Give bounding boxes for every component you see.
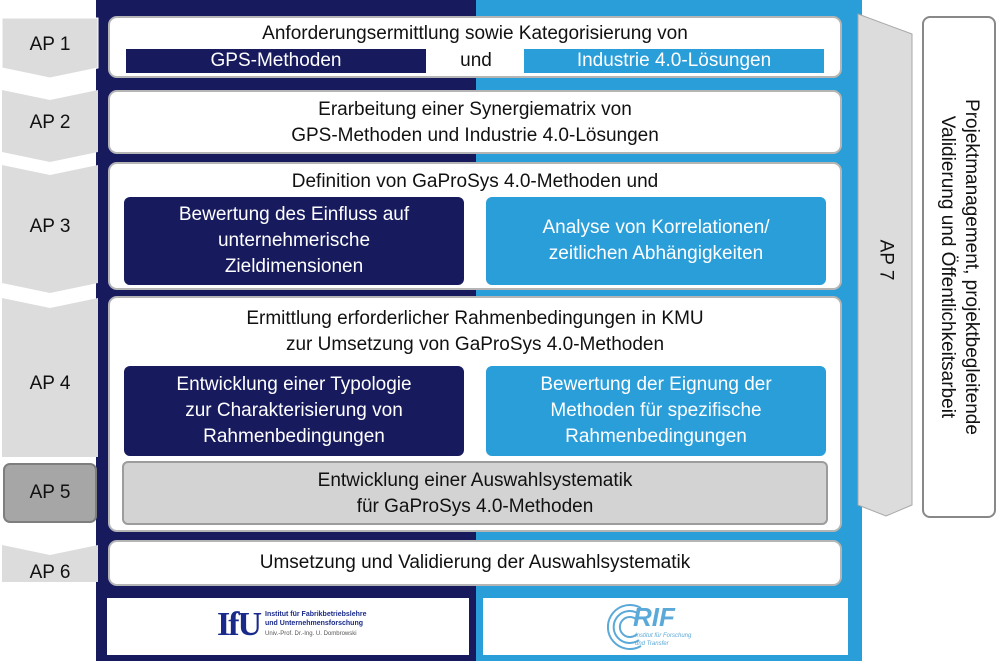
ap3-box-dark-line2: unternehmerische bbox=[217, 230, 371, 251]
ap-chevrons bbox=[0, 0, 100, 600]
ap3-box-dark-line1: Bewertung des Einfluss auf bbox=[178, 204, 410, 225]
gps-methods-chip: GPS-Methoden bbox=[126, 49, 426, 73]
project-management-line2: Validierung und Öffentlichkeitsarbeit bbox=[937, 115, 959, 419]
ap4-line1: Ermittlung erforderlicher Rahmenbedingungen in KMU bbox=[246, 308, 704, 329]
ap4-box-light bbox=[486, 366, 826, 456]
ap2-line2: GPS-Methoden und Industrie 4.0-Lösungen bbox=[291, 125, 659, 146]
ap2-label: AP 2 bbox=[29, 112, 71, 133]
ap4-box-light-line1: Bewertung der Eignung der bbox=[540, 374, 772, 395]
project-management-line1: Projektmanagement, projektbegleitende bbox=[961, 99, 983, 435]
ap4-box-dark-line1: Entwicklung einer Typologie bbox=[176, 374, 412, 395]
ap5-label: AP 5 bbox=[29, 482, 71, 503]
ap4-line2: zur Umsetzung von GaProSys 4.0-Methoden bbox=[285, 334, 665, 355]
ap2-card bbox=[108, 90, 842, 154]
ap1-connector: und bbox=[460, 50, 492, 71]
ap3-label: AP 3 bbox=[29, 216, 71, 237]
ap4-box-dark bbox=[124, 366, 464, 456]
project-management-text-wrap bbox=[922, 16, 996, 518]
ap7-label: AP 7 bbox=[874, 239, 896, 281]
ifu-logo-line3: Univ.-Prof. Dr.-Ing. U. Dombrowski bbox=[265, 631, 357, 637]
ap1-label: AP 1 bbox=[29, 34, 71, 55]
ap6-label: AP 6 bbox=[29, 562, 71, 583]
ap6-card bbox=[108, 540, 842, 586]
ap3-box-light-line1: Analyse von Korrelationen/ bbox=[542, 217, 770, 238]
ap2-line1: Erarbeitung einer Synergiematrix von bbox=[318, 99, 632, 120]
ap4-box-light-line2: Methoden für spezifische bbox=[550, 400, 762, 421]
ifu-logo bbox=[107, 598, 469, 655]
ap4-box-dark-line3: Rahmenbedingungen bbox=[203, 426, 385, 447]
ap5-line2: für GaProSys 4.0-Methoden bbox=[356, 496, 594, 517]
industry-solutions-chip: Industrie 4.0-Lösungen bbox=[524, 49, 824, 73]
ap5-box bbox=[122, 461, 828, 525]
ap3-box-light bbox=[486, 197, 826, 285]
ifu-logo-line2: und Unternehmensforschung bbox=[265, 620, 364, 627]
ap3-box-light-line2: zeitlichen Abhängigkeiten bbox=[548, 243, 764, 264]
ap4-label: AP 4 bbox=[29, 373, 71, 394]
rif-logo-mark: RIF bbox=[633, 602, 675, 632]
rif-logo-line2: und Transfer bbox=[635, 641, 669, 647]
ap4-box-light-line3: Rahmenbedingungen bbox=[565, 426, 747, 447]
ifu-logo-mark: IfU bbox=[217, 606, 261, 643]
ap7-label-wrap bbox=[856, 230, 914, 290]
rif-logo bbox=[483, 598, 848, 655]
ap5-line1: Entwicklung einer Auswahlsystematik bbox=[317, 470, 633, 491]
ap3-title: Definition von GaProSys 4.0-Methoden und bbox=[291, 171, 659, 192]
ap1-title: Anforderungsermittlung sowie Kategorisierung von bbox=[262, 23, 688, 44]
ifu-logo-line1: Institut für Fabrikbetriebslehre bbox=[265, 611, 367, 618]
ap3-box-dark-line3: Zieldimensionen bbox=[224, 256, 364, 277]
ap3-box-dark bbox=[124, 197, 464, 285]
rif-logo-line1: Institut für Forschung bbox=[635, 633, 692, 639]
ap6-text: Umsetzung und Validierung der Auswahlsystematik bbox=[259, 552, 691, 573]
ap4-box-dark-line2: zur Charakterisierung von bbox=[185, 400, 403, 421]
